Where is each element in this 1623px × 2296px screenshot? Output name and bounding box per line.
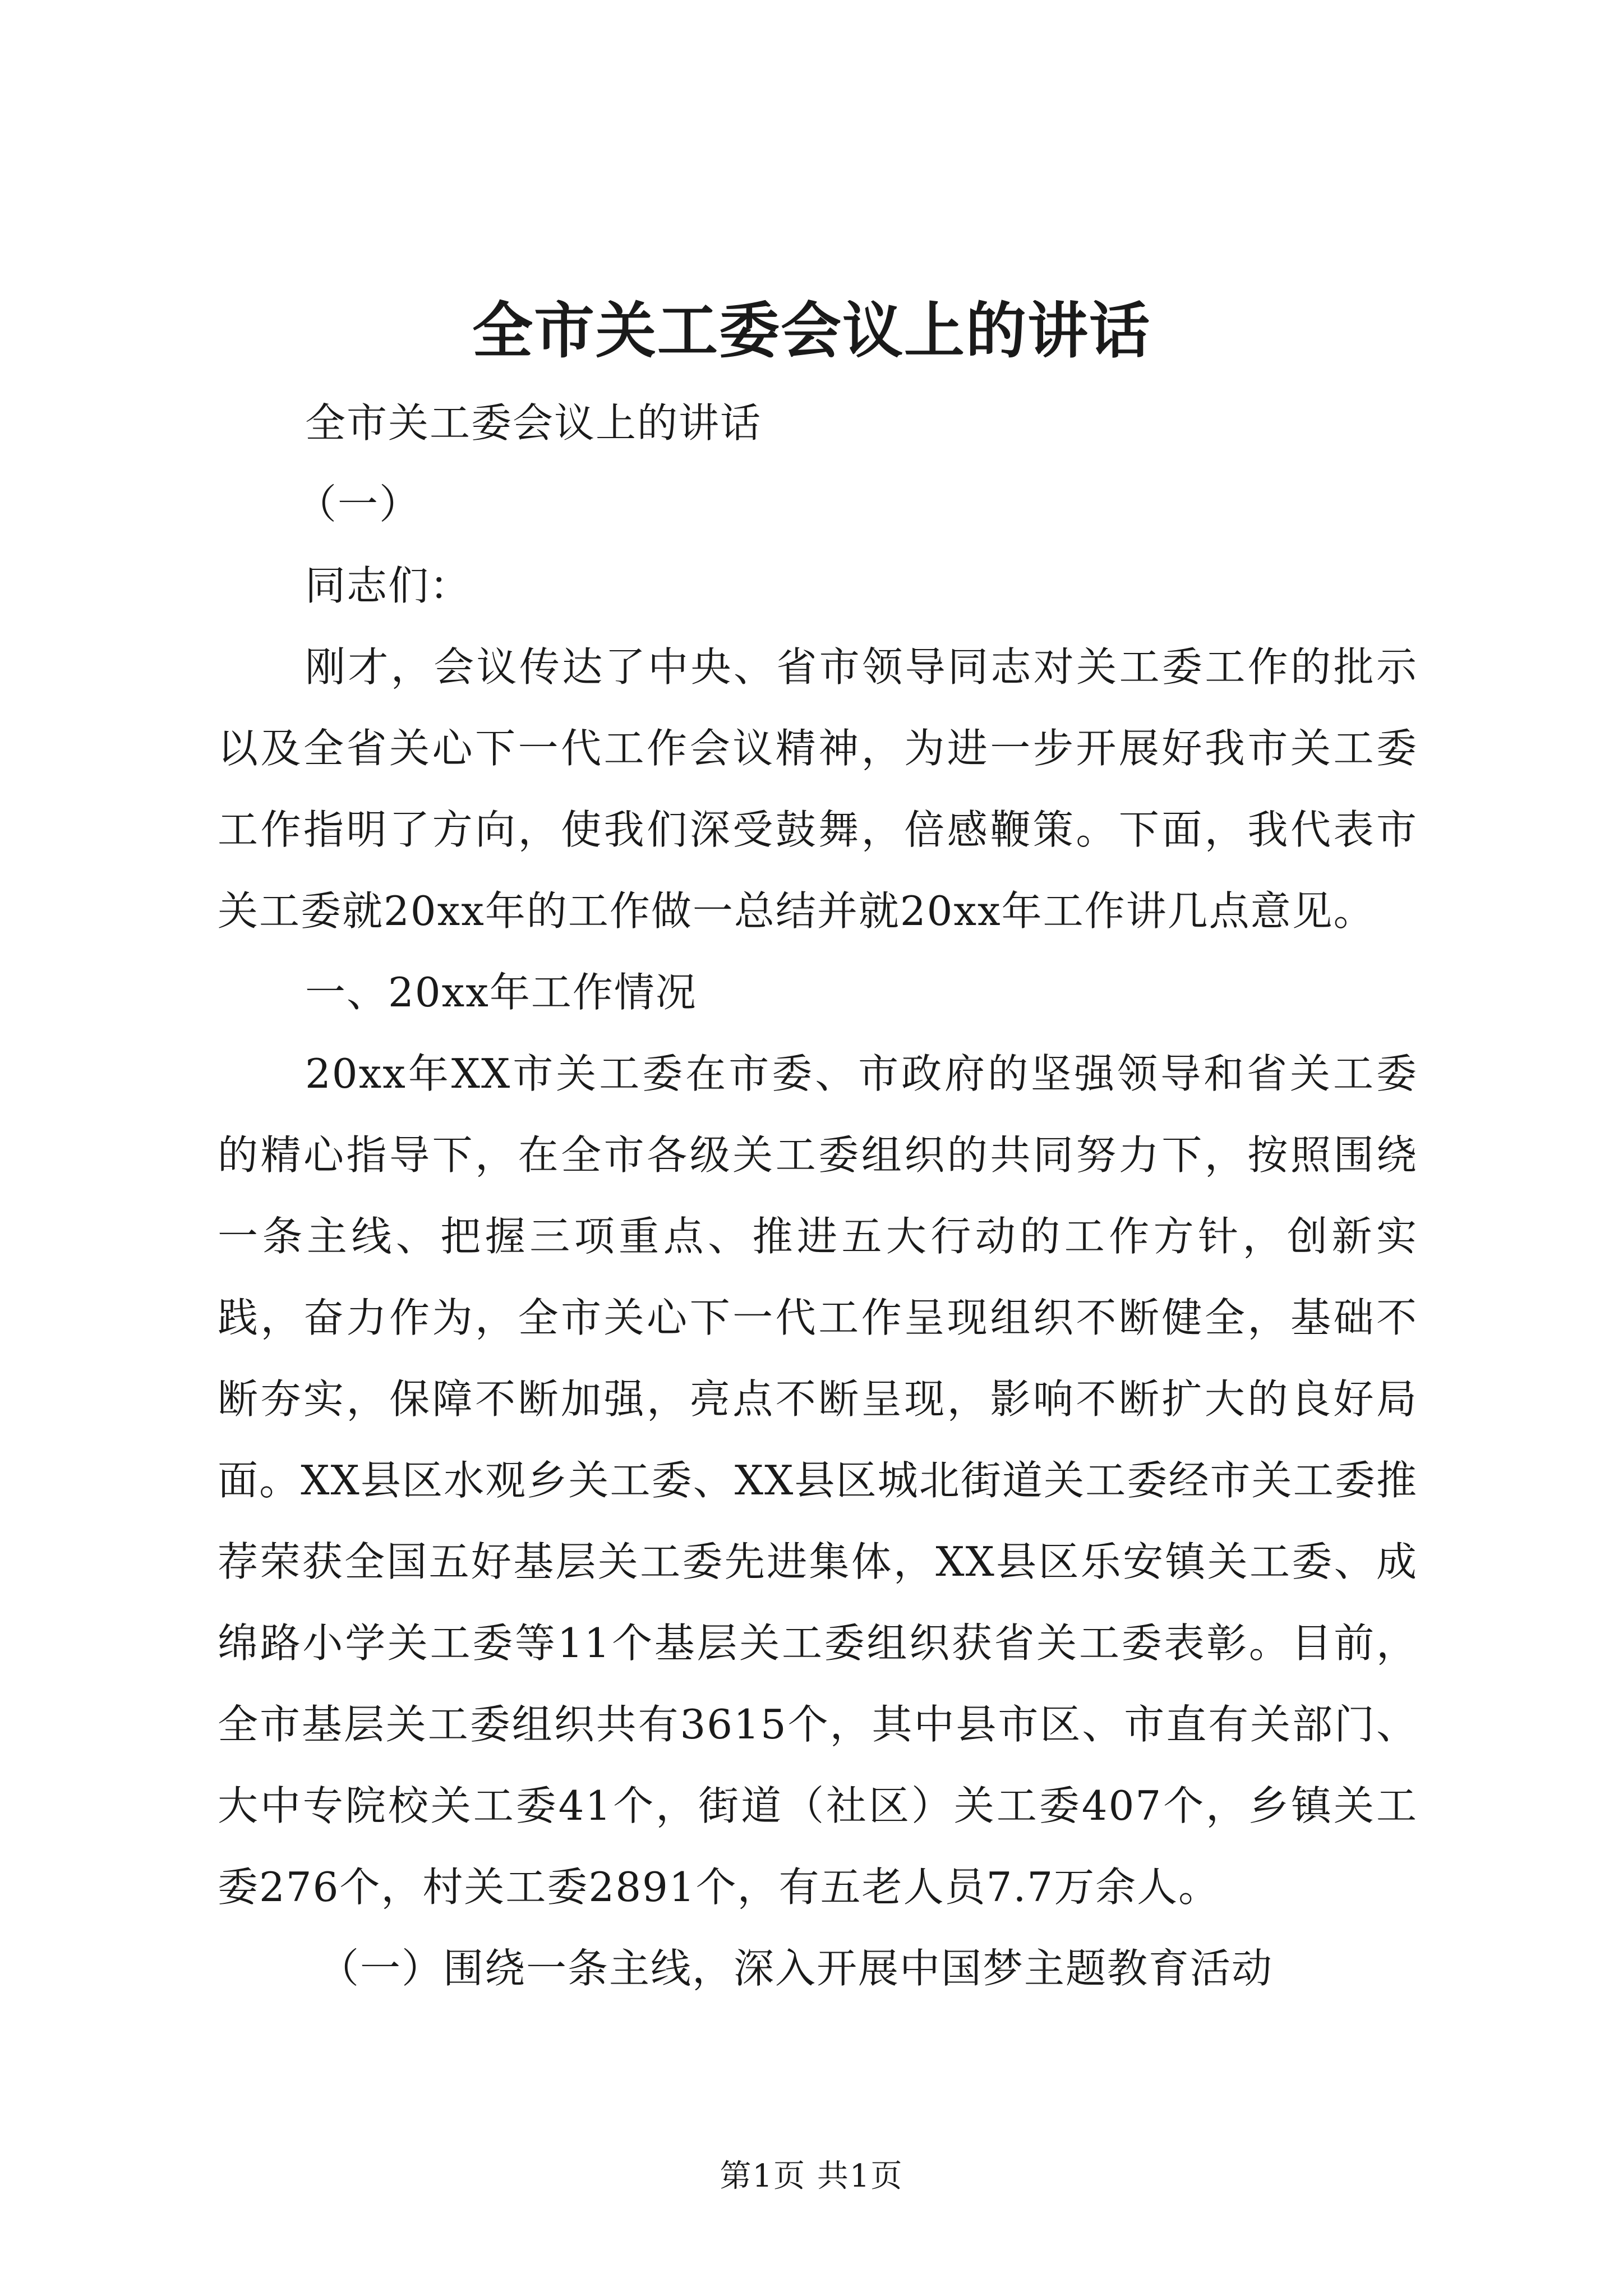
subtitle-paragraph: 全市关工委会议上的讲话 [305,399,762,447]
document-title: 全市关工委会议上的讲话 [472,296,1151,366]
salutation-paragraph: 同志们： [305,562,472,609]
sub-section-heading: （一）围绕一条主线，深入开展中国梦主题教育活动 [319,1945,1274,1992]
intro-paragraph: 刚才，会议传达了中央、省市领导同志对关工委工作的批示以及全省关心下一代工作会议精神，为进一步开展好我市关工委工作指明了方向，使我们深受鼓舞，倍感鞭策。下面，我代表市关工委就20xx年的工作做一总结并就20xx年工作讲几点意见。 [218,643,1418,935]
document-body [218,383,1418,2009]
work-summary-paragraph: 20xx年XX市关工委在市委、市政府的坚强领导和省关工委的精心指导下，在全市各级关工委组织的共同努力下，按照围绕一条主线、把握三项重点、推进五大行动的工作方针，创新实践，奋力作为，全市关心下一代工作呈现组织不断健全，基础不断夯实，保障不断加强，亮点不断呈现，影响不断扩大的良好局面。XX县区水观乡关工委、XX县区城北街道关工委经市关工委推荐荣获全国五好基层关工委先进集体，XX县区乐安镇关工委、成绵路小学关工委等11个基层关工委组织获省关工委表彰。目前，全市基层关工委组织共有3615个，其中县市区、市直有关部门、大中专院校关工委41个，街道（社区）关工委407个，乡镇关工委276个，村关工委2891个，有五老人员7.7万余人。 [218,1050,1418,1911]
section-heading: 一、20xx年工作情况 [305,969,697,1016]
section-number-paragraph: （一） [296,481,421,528]
page-footer: 第1页 共1页 [720,2158,903,2194]
